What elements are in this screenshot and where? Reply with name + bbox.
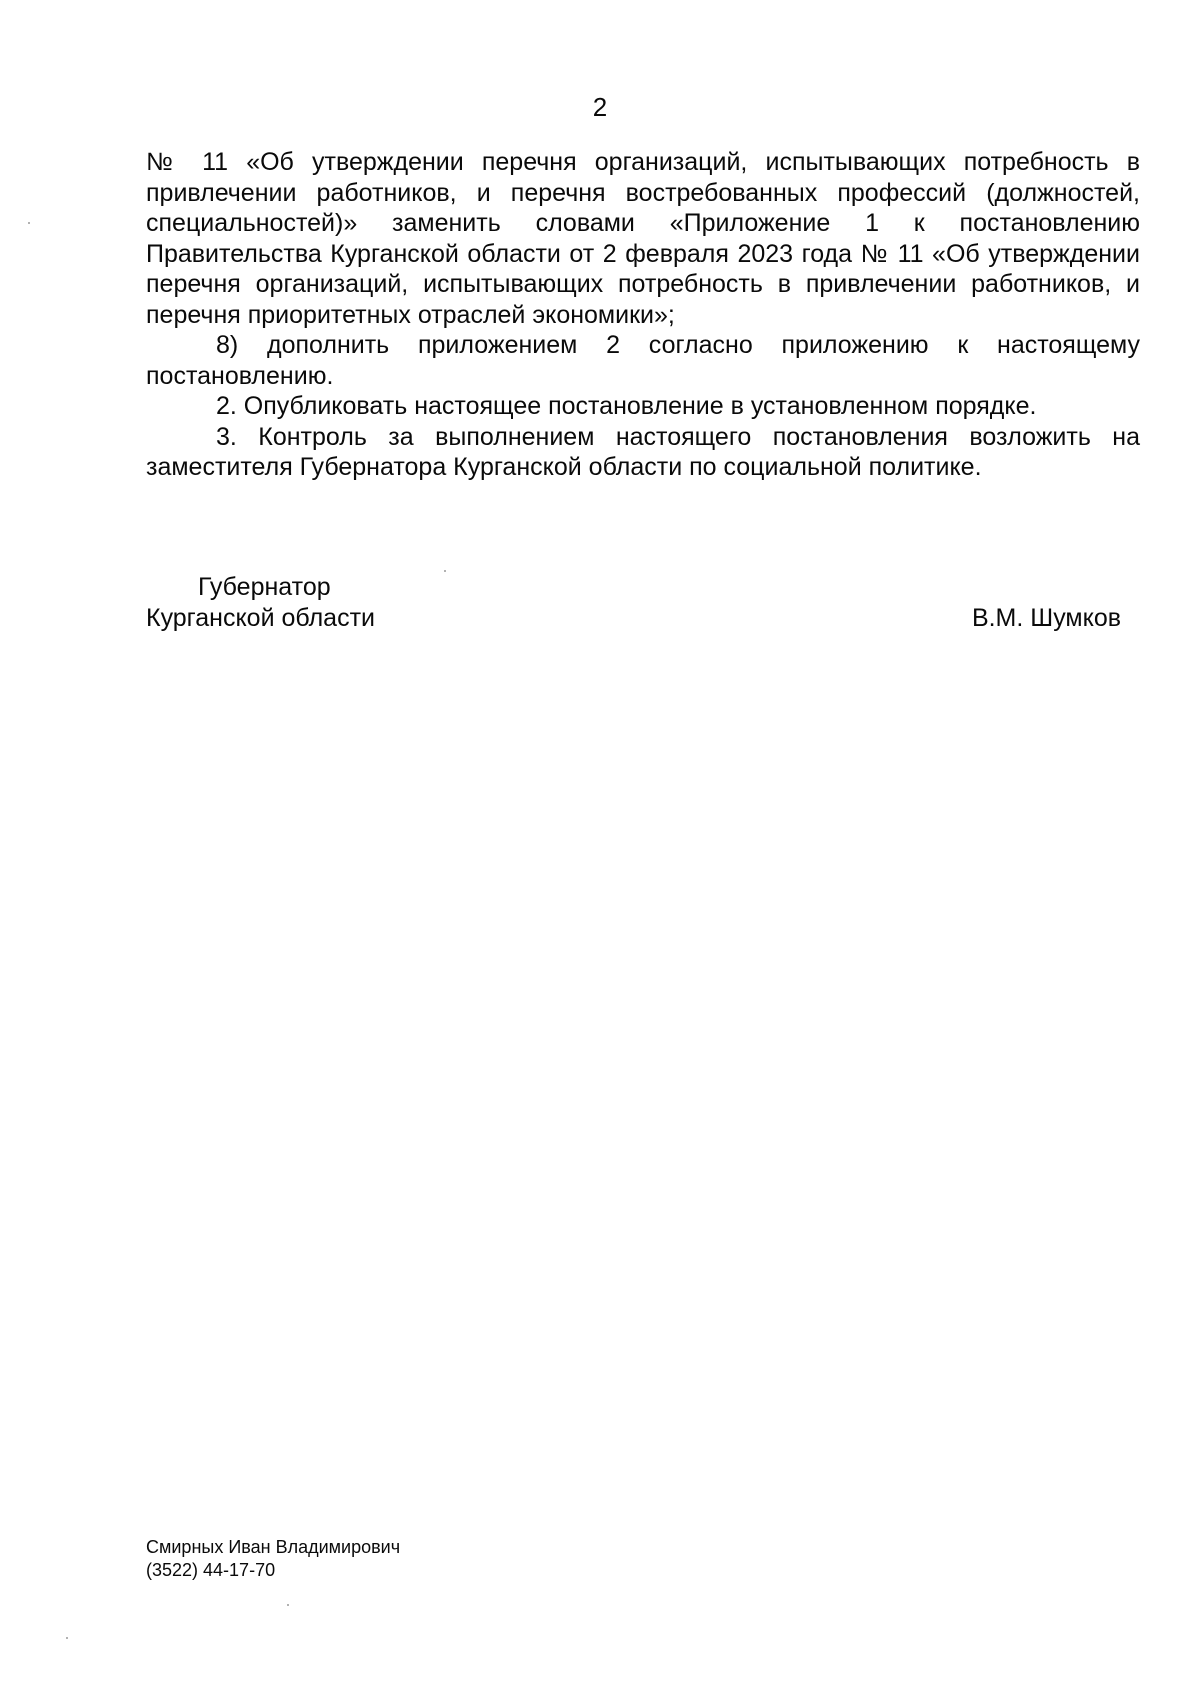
- executor-block: [146, 1536, 400, 1582]
- body-paragraph: 3. Контроль за выполнением настоящего постановления возложить на заместителя Губернатора Курганской области по социальной политике.: [146, 422, 1140, 481]
- document-body: [146, 147, 1140, 483]
- signatory-title-line2: Курганской области: [146, 604, 376, 632]
- scan-speck: [66, 1637, 68, 1639]
- signatory-name: В.М. Шумков: [971, 604, 1121, 632]
- scan-speck: [28, 222, 30, 224]
- page-number: 2: [592, 92, 608, 122]
- body-paragraph: 2. Опубликовать настоящее постановление в установленном порядке.: [216, 392, 1037, 420]
- body-paragraph: № 11 «Об утверждении перечня организаций, испытывающих потребность в привлечении работников, и перечня востребованных профессий (должностей, специальностей)» заменить словами «Приложение 1 к постановлению Правительства Курганской области от 2 февраля 2023 года № 11 «Об утверждении перечня организаций, испытывающих потребность в привлечении работников, и перечня приоритетных отраслей экономики»;: [146, 148, 1140, 329]
- executor-phone: (3522) 44-17-70: [146, 1560, 276, 1580]
- signatory-title-line1: Губернатор: [198, 573, 331, 601]
- body-paragraph: 8) дополнить приложением 2 согласно приложению к настоящему постановлению.: [146, 331, 1140, 390]
- executor-name: Смирных Иван Владимирович: [146, 1537, 401, 1557]
- scan-speck: [287, 1604, 289, 1606]
- scan-speck: [444, 570, 446, 572]
